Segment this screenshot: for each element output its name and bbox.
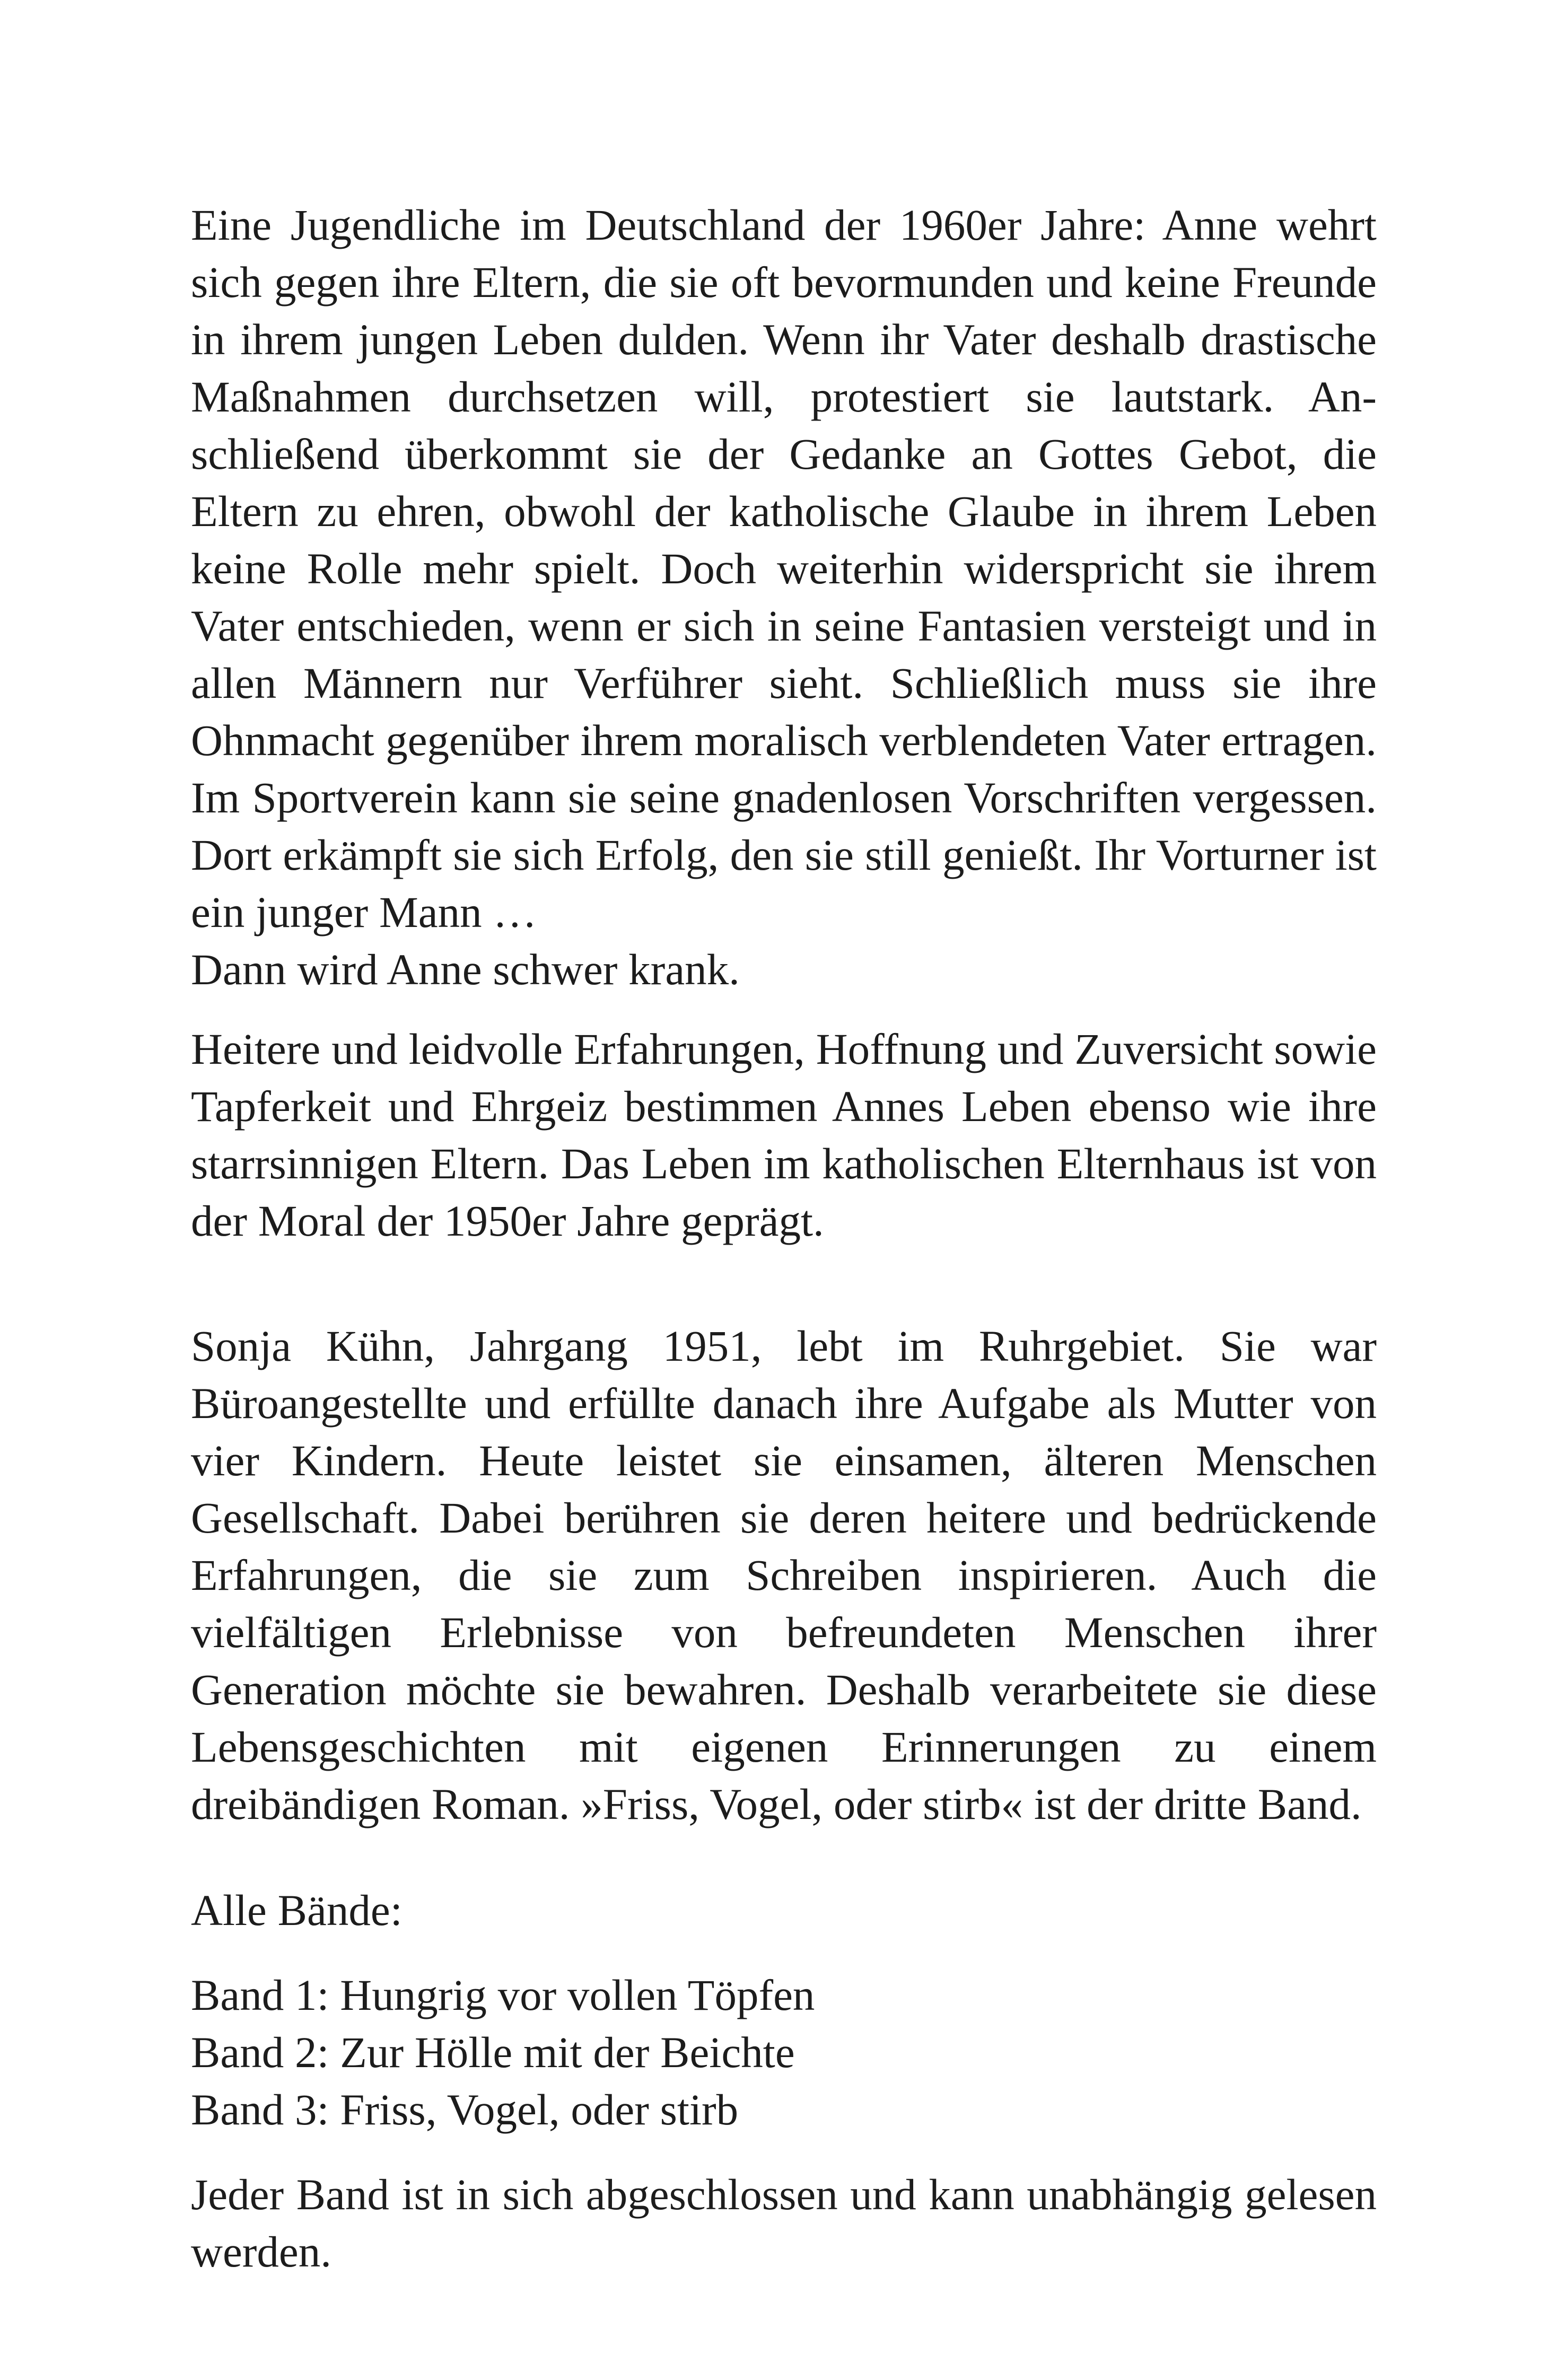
author-bio-paragraph: Sonja Kühn, Jahrgang 1951, lebt im Ruhrgebiet. Sie war Büroangestellte und erfüllte danach ihre Aufgabe als Mutter von vier Kindern. Heute leistet sie einsamen, älteren Menschen Gesellschaft. Dabei berühren sie deren heitere und bedrückende Erfahrungen, die sie zum Schreiben inspirieren. Auch die vielfältigen Erlebnisse von befreundeten Menschen ihrer Generation möchte sie bewahren. Deshalb verarbeitete sie diese Lebensgeschichten mit eigenen Erinnerungen zu einem dreibändigen Roman. »Friss, Vogel, oder stirb« ist der dritte Band.	[191, 1322, 1377, 1828]
series-volume-item: Band 3: Friss, Vogel, oder stirb	[191, 2085, 739, 2134]
series-volume-item: Band 2: Zur Hölle mit der Beichte	[191, 2028, 795, 2077]
book-back-matter	[191, 196, 1377, 2280]
series-heading: Alle Bände:	[191, 1886, 403, 1935]
series-note: Jeder Band ist in sich abgeschlossen und kann unabhängig gelesen werden.	[191, 2170, 1377, 2276]
series-volume-list	[191, 1966, 1377, 2138]
blurb-paragraph-2: Heitere und leidvolle Erfahrungen, Hoffnung und Zuversicht sowie Tapferkeit und Ehrgeiz bestimmen Annes Leben ebenso wie ihre starrsinnigen Eltern. Das Leben im katholischen Elternhaus ist von der Moral der 1950er Jahre geprägt.	[191, 1025, 1377, 1245]
series-volume-item: Band 1: Hungrig vor vollen Töpfen	[191, 1971, 815, 2019]
blurb-paragraph-1-last-line: Dann wird Anne schwer krank.	[191, 945, 740, 994]
blurb-paragraph-1: Eine Jugendliche im Deutschland der 1960er Jahre: Anne wehrt sich gegen ihre Eltern, die sie oft bevormunden und keine Freunde in ihrem jungen Leben dulden. Wenn ihr Vater deshalb drastische Maßnahmen durchsetzen will, protestiert sie lautstark. Anschließend überkommt sie der Gedanke an Gottes Gebot, die Eltern zu ehren, obwohl der katholische Glaube in ihrem Leben keine Rolle mehr spielt. Doch weiterhin widerspricht sie ihrem Vater entschieden, wenn er sich in seine Fantasien versteigt und in allen Männern nur Verführer sieht. Schließlich muss sie ihre Ohnmacht gegenüber ihrem moralisch verblendeten Vater ertragen. Im Sportverein kann sie seine gnadenlosen Vorschriften vergessen. Dort erkämpft sie sich Erfolg, den sie still genießt. Ihr Vorturner ist ein junger Mann …	[191, 200, 1377, 937]
